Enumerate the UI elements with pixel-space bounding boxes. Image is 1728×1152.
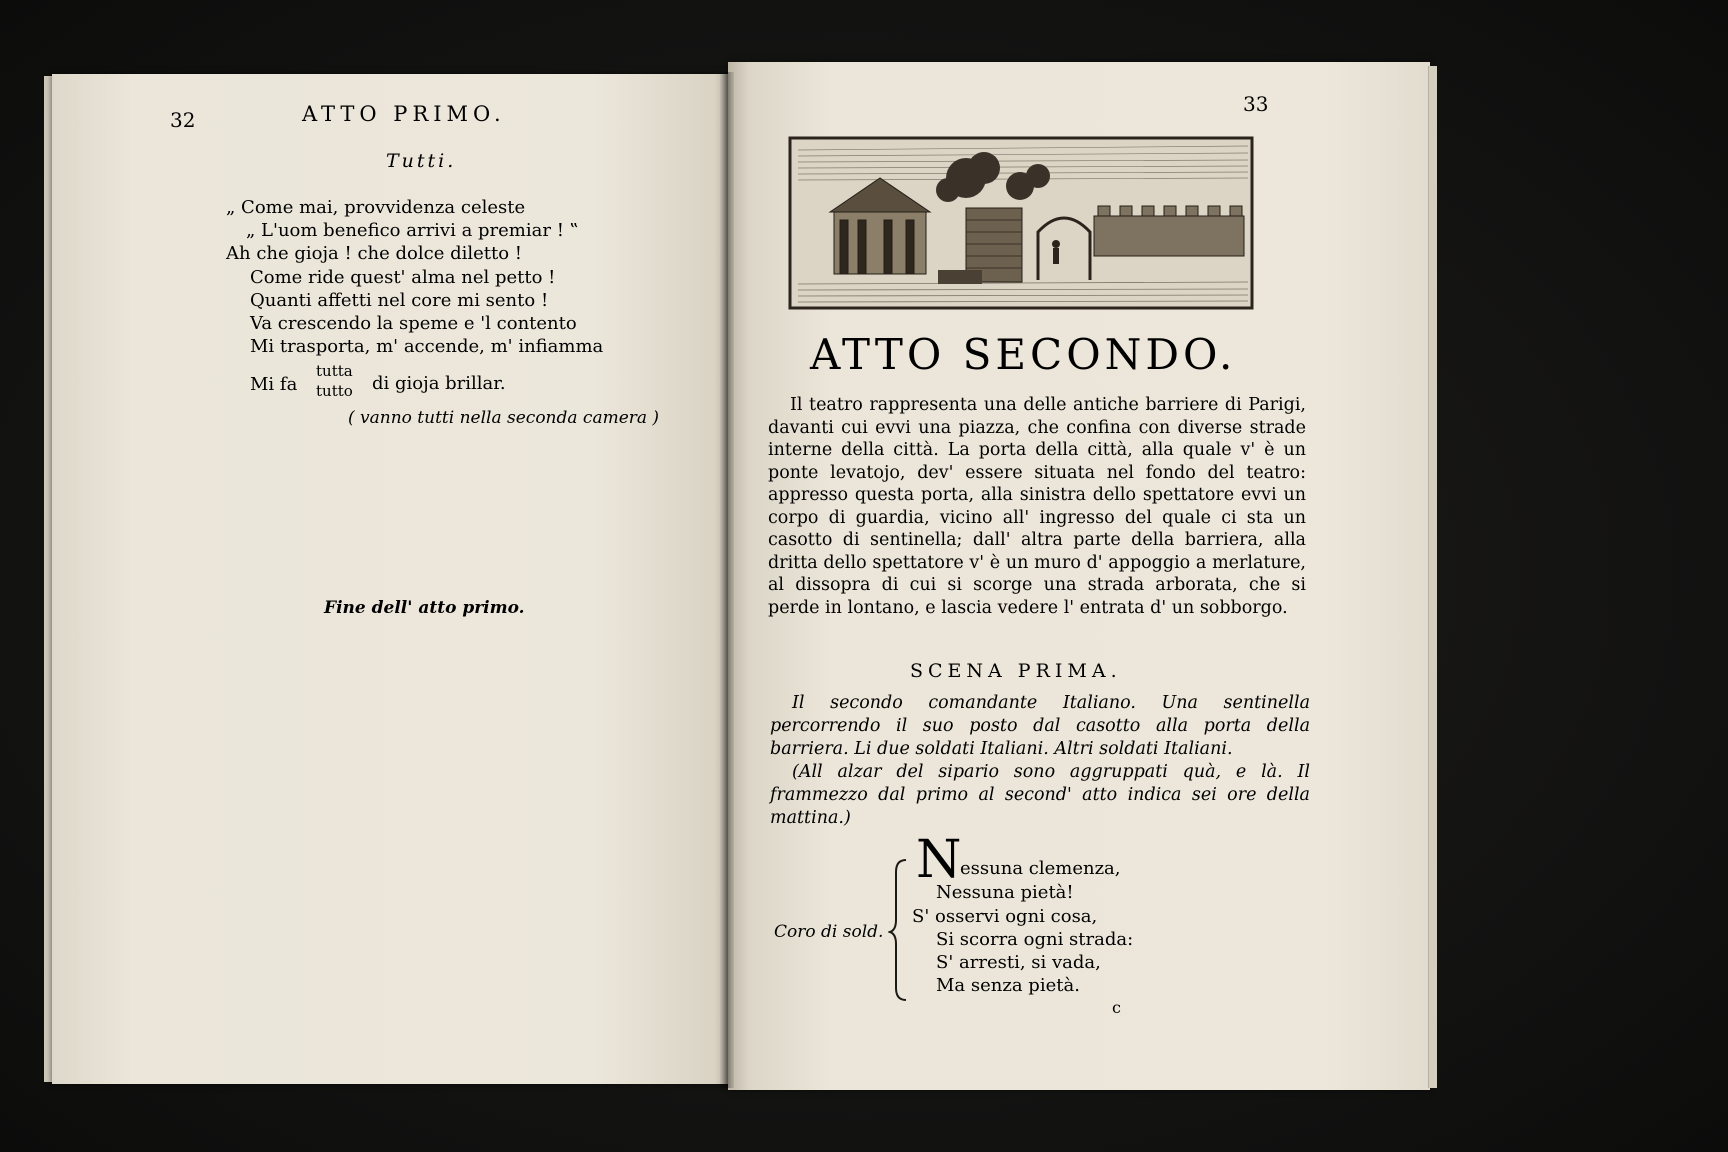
signature-mark: c	[1112, 998, 1121, 1017]
chorus-line: Si scorra ogni strada:	[936, 929, 1134, 950]
woodcut-illustration	[788, 120, 1268, 316]
chorus-brace	[888, 858, 912, 1002]
dramatis-personae: Il secondo comandante Italiano. Una sentinella percorrendo il suo posto dal casotto alla porta della barriera. Li due soldati Italiani. Altri soldati Italiani.	[770, 693, 1310, 759]
verse-alt-tutta: tutta	[316, 362, 353, 380]
end-of-act-note: Fine dell' atto primo.	[324, 598, 525, 618]
running-head: ATTO PRIMO.	[302, 102, 506, 126]
verse-line: Va crescendo la speme e 'l contento	[250, 313, 577, 334]
act-title: ATTO SECONDO.	[810, 330, 1237, 379]
verse-line: Come ride quest' alma nel petto !	[250, 267, 556, 288]
verse-line: Ah che gioja ! che dolce diletto !	[226, 243, 523, 264]
chorus-line: essuna clemenza,	[960, 858, 1121, 879]
verse-line: „ Come mai, provvidenza celeste	[226, 197, 526, 218]
scene-heading: SCENA PRIMA.	[910, 660, 1122, 682]
scene-description	[768, 394, 1306, 619]
verse-line: Quanti affetti nel core mi sento !	[250, 290, 549, 311]
page-number-left: 32	[170, 108, 196, 132]
stage-direction: ( vanno tutti nella seconda camera )	[348, 408, 660, 428]
chorus-line: S' osservi ogni cosa,	[912, 906, 1098, 927]
right-page-edge	[1428, 66, 1437, 1088]
chorus-label: Coro di sold.	[774, 922, 884, 942]
chorus-line: Ma senza pietà.	[936, 975, 1080, 996]
chorus-line: Nessuna pietà!	[936, 882, 1074, 903]
book-gutter	[720, 72, 734, 1088]
verse-line: „ L'uom benefico arrivi a premiar ! ‟	[246, 220, 579, 241]
description-paragraph: Il teatro rappresenta una delle antiche barriere di Parigi, davanti cui evvi una piazza, che confina con diverse strade interne della città. La porta della città, alla quale v' è un ponte levatojo, dev' essere situata nel fondo del teatro: appresso questa porta, alla sinistra dello spettatore evvi un corpo di guardia, vicino all' ingresso del quale ci sta un casotto di sentinella; dall' altra parte della barriera, alla dritta dello spettatore v' è un muro d' appoggio a merlature, al dissopra di cui si scorge una strada arborata, che si perde in lontano, e lascia vedere l' entrata d' un sobborgo.	[768, 395, 1306, 618]
stage-direction-right: (All alzar del sipario sono aggruppati quà, e là. Il frammezzo dal primo al second' atto indica sei ore della mattina.)	[770, 762, 1310, 828]
scene-text	[770, 692, 1310, 830]
page-number-right: 33	[1243, 92, 1269, 116]
verse-line: Mi trasporta, m' accende, m' infiamma	[250, 336, 604, 357]
drop-cap: N	[916, 830, 962, 890]
speaker-tutti: Tutti.	[386, 150, 457, 172]
verse-line-start: Mi fa	[250, 374, 298, 395]
verse-line-end: di gioja brillar.	[372, 373, 506, 394]
chorus-line: S' arresti, si vada,	[936, 952, 1101, 973]
verse-alt-tutto: tutto	[316, 382, 353, 400]
